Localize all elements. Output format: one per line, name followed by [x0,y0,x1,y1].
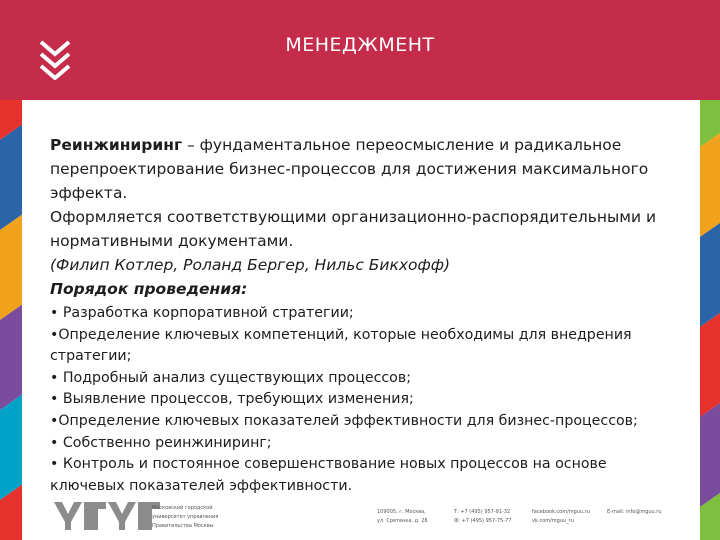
list-item: •Определение ключевых компетенций, которые необходимы для внедрения стратегии; [50,326,632,365]
definition-term: Реинжиниринг [50,136,183,154]
footer [22,496,700,540]
list-item: • Подробный анализ существующих процессов; [50,369,411,386]
footer-social-links[interactable]: facebook.com/mguu.ru vk.com/mguu_ru [532,509,590,524]
formalized-note: Оформляется соответствующими организационно-распорядительными и нормативными документами. [50,208,657,250]
footer-org: Московский городской университет управления Правительства Москвы [152,505,219,529]
order-heading: Порядок проведения: [50,280,248,298]
list-item: • Контроль и постоянное совершенствование новых процессов на основе ключевых показателей эффективности. [50,456,607,494]
definition-text: – фундаментальное переосмысление и радикальное перепроектирование бизнес-процессов для достижения максимального эффекта. [50,136,649,202]
list-item: • Выявление процессов, требующих изменения; [50,391,414,408]
list-item: • Разработка корпоративной стратегии; [50,305,354,321]
steps-list [50,303,670,497]
footer-phone: Т: +7 (495) 957-91-32 Ф: +7 (495) 957-75-77 [454,509,512,524]
list-item: •Определение ключевых показателей эффективности для бизнес-процессов; [50,412,638,429]
definition-paragraph [50,133,670,205]
list-item: • Собственно реинжиниринг; [50,434,272,451]
authors-line: (Филип Котлер, Роланд Бергер, Нильс Бикхофф) [50,256,451,274]
university-logo-icon [54,502,164,530]
header-bar [0,0,720,100]
footer-email[interactable]: E-mail: info@mguu.ru [607,509,662,515]
footer-address: 109005, г. Москва, ул. Сретенка, д. 28 [377,509,428,524]
page-title: МЕНЕДЖМЕНТ [285,34,435,56]
main-content [50,133,670,497]
